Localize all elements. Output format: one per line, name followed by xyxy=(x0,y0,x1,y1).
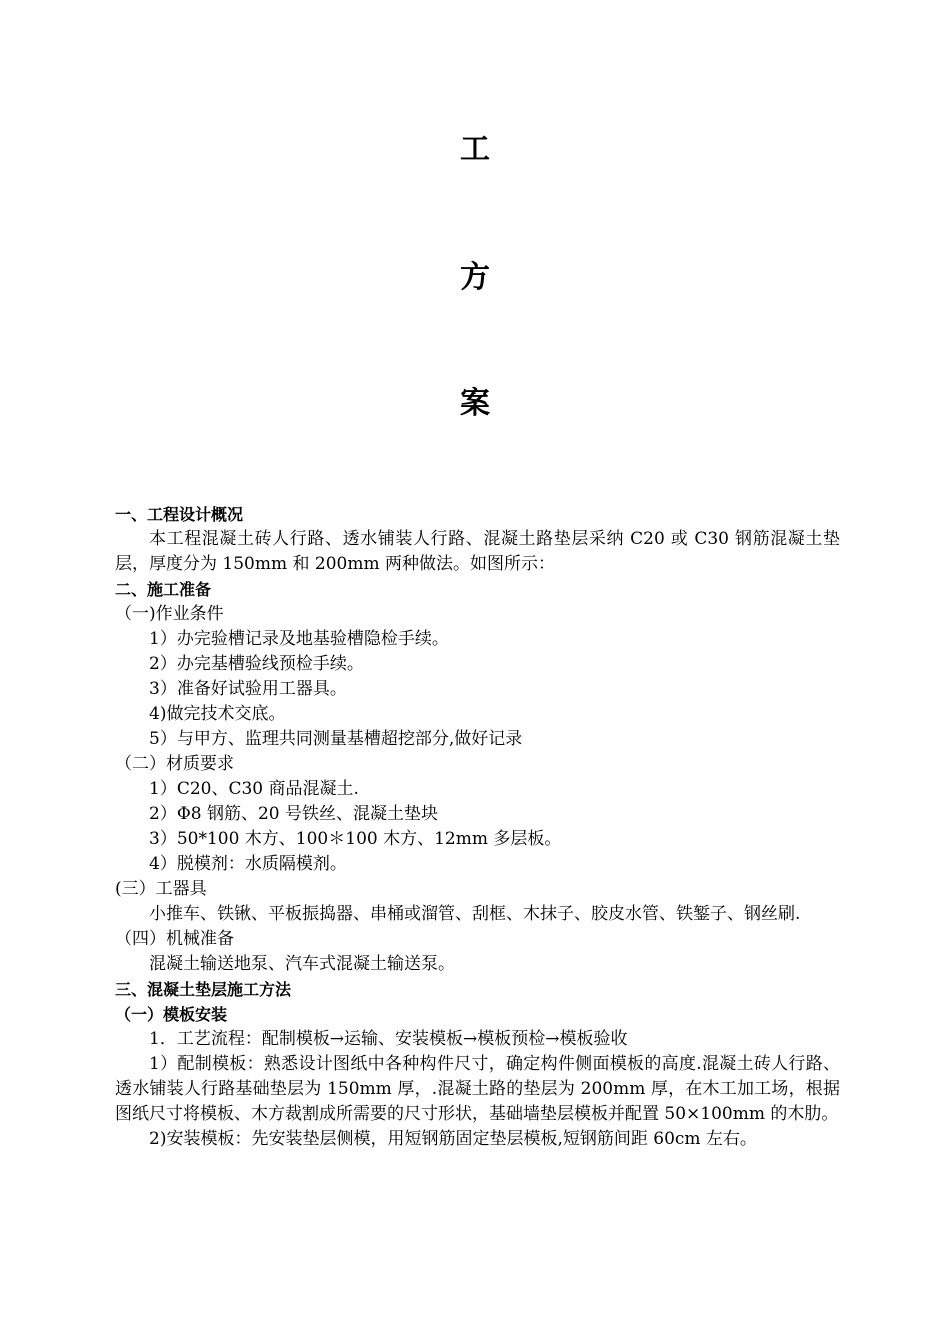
list-item: 3）50*100 木方、100＊100 木方、12mm 多层板。 xyxy=(149,829,562,849)
process-flow: 1．工艺流程：配制模板→运输、安装模板→模板预检→模板验收 xyxy=(149,1029,628,1049)
title-char-2: 方 xyxy=(460,260,490,295)
list-item: 1）办完验槽记录及地基验槽隐检手续。 xyxy=(149,629,449,649)
section-heading-1: 一、工程设计概况 xyxy=(115,505,244,524)
formwork-paragraph-2: 2)安装模板：先安装垫层侧模，用短钢筋固定垫层模板,短钢筋间距 60cm 左右。 xyxy=(149,1129,757,1149)
subsection-title-work-conditions: （一)作业条件 xyxy=(115,604,224,624)
list-item: 4）脱模剂：水质隔模剂。 xyxy=(149,854,347,874)
tools-paragraph: 小推车、铁锹、平板振捣器、串桶或溜管、刮框、木抹子、胶皮水管、铁錾子、钢丝刷. xyxy=(149,904,801,924)
subsection-title-tools: (三）工器具 xyxy=(115,879,207,899)
list-item: 4)做完技术交底。 xyxy=(149,704,286,724)
document-body xyxy=(115,502,840,1152)
list-item: 3）准备好试验用工器具。 xyxy=(149,679,347,699)
subsection-title-machinery: （四）机械准备 xyxy=(115,929,234,949)
section-heading-2: 二、施工准备 xyxy=(115,580,212,599)
list-item: 2）办完基槽验线预检手续。 xyxy=(149,654,364,674)
title-char-1: 工 xyxy=(460,132,490,167)
section-heading-3: 三、混凝土垫层施工方法 xyxy=(115,980,292,999)
title-char-3: 案 xyxy=(460,386,490,421)
formwork-paragraph-1: 1）配制模板：熟悉设计图纸中各种构件尺寸，确定构件侧面模板的高度.混凝土砖人行路、透水铺装人行路基础垫层为 150mm 厚，.混凝土路的垫层为 200mm 厚，在木工加工场，根据图纸尺寸将模板、木方裁割成所需要的尺寸形状，基础墙垫层模板并配置 50×100mm 的木肋。 xyxy=(115,1054,840,1124)
subsection-title-formwork: （一）模板安装 xyxy=(115,1005,228,1024)
list-item: 1）C20、C30 商品混凝土. xyxy=(149,779,359,799)
section1-paragraph: 本工程混凝土砖人行路、透水铺装人行路、混凝土路垫层采纳 C20 或 C30 钢筋混凝土垫层，厚度分为 150mm 和 200mm 两种做法。如图所示： xyxy=(115,529,840,574)
list-item: 2）Φ8 钢筋、20 号铁丝、混凝土垫块 xyxy=(149,804,439,824)
list-item: 5）与甲方、监理共同测量基槽超挖部分,做好记录 xyxy=(149,729,523,749)
subsection-title-materials: （二）材质要求 xyxy=(115,754,234,774)
machinery-paragraph: 混凝土输送地泵、汽车式混凝土输送泵。 xyxy=(149,954,455,974)
